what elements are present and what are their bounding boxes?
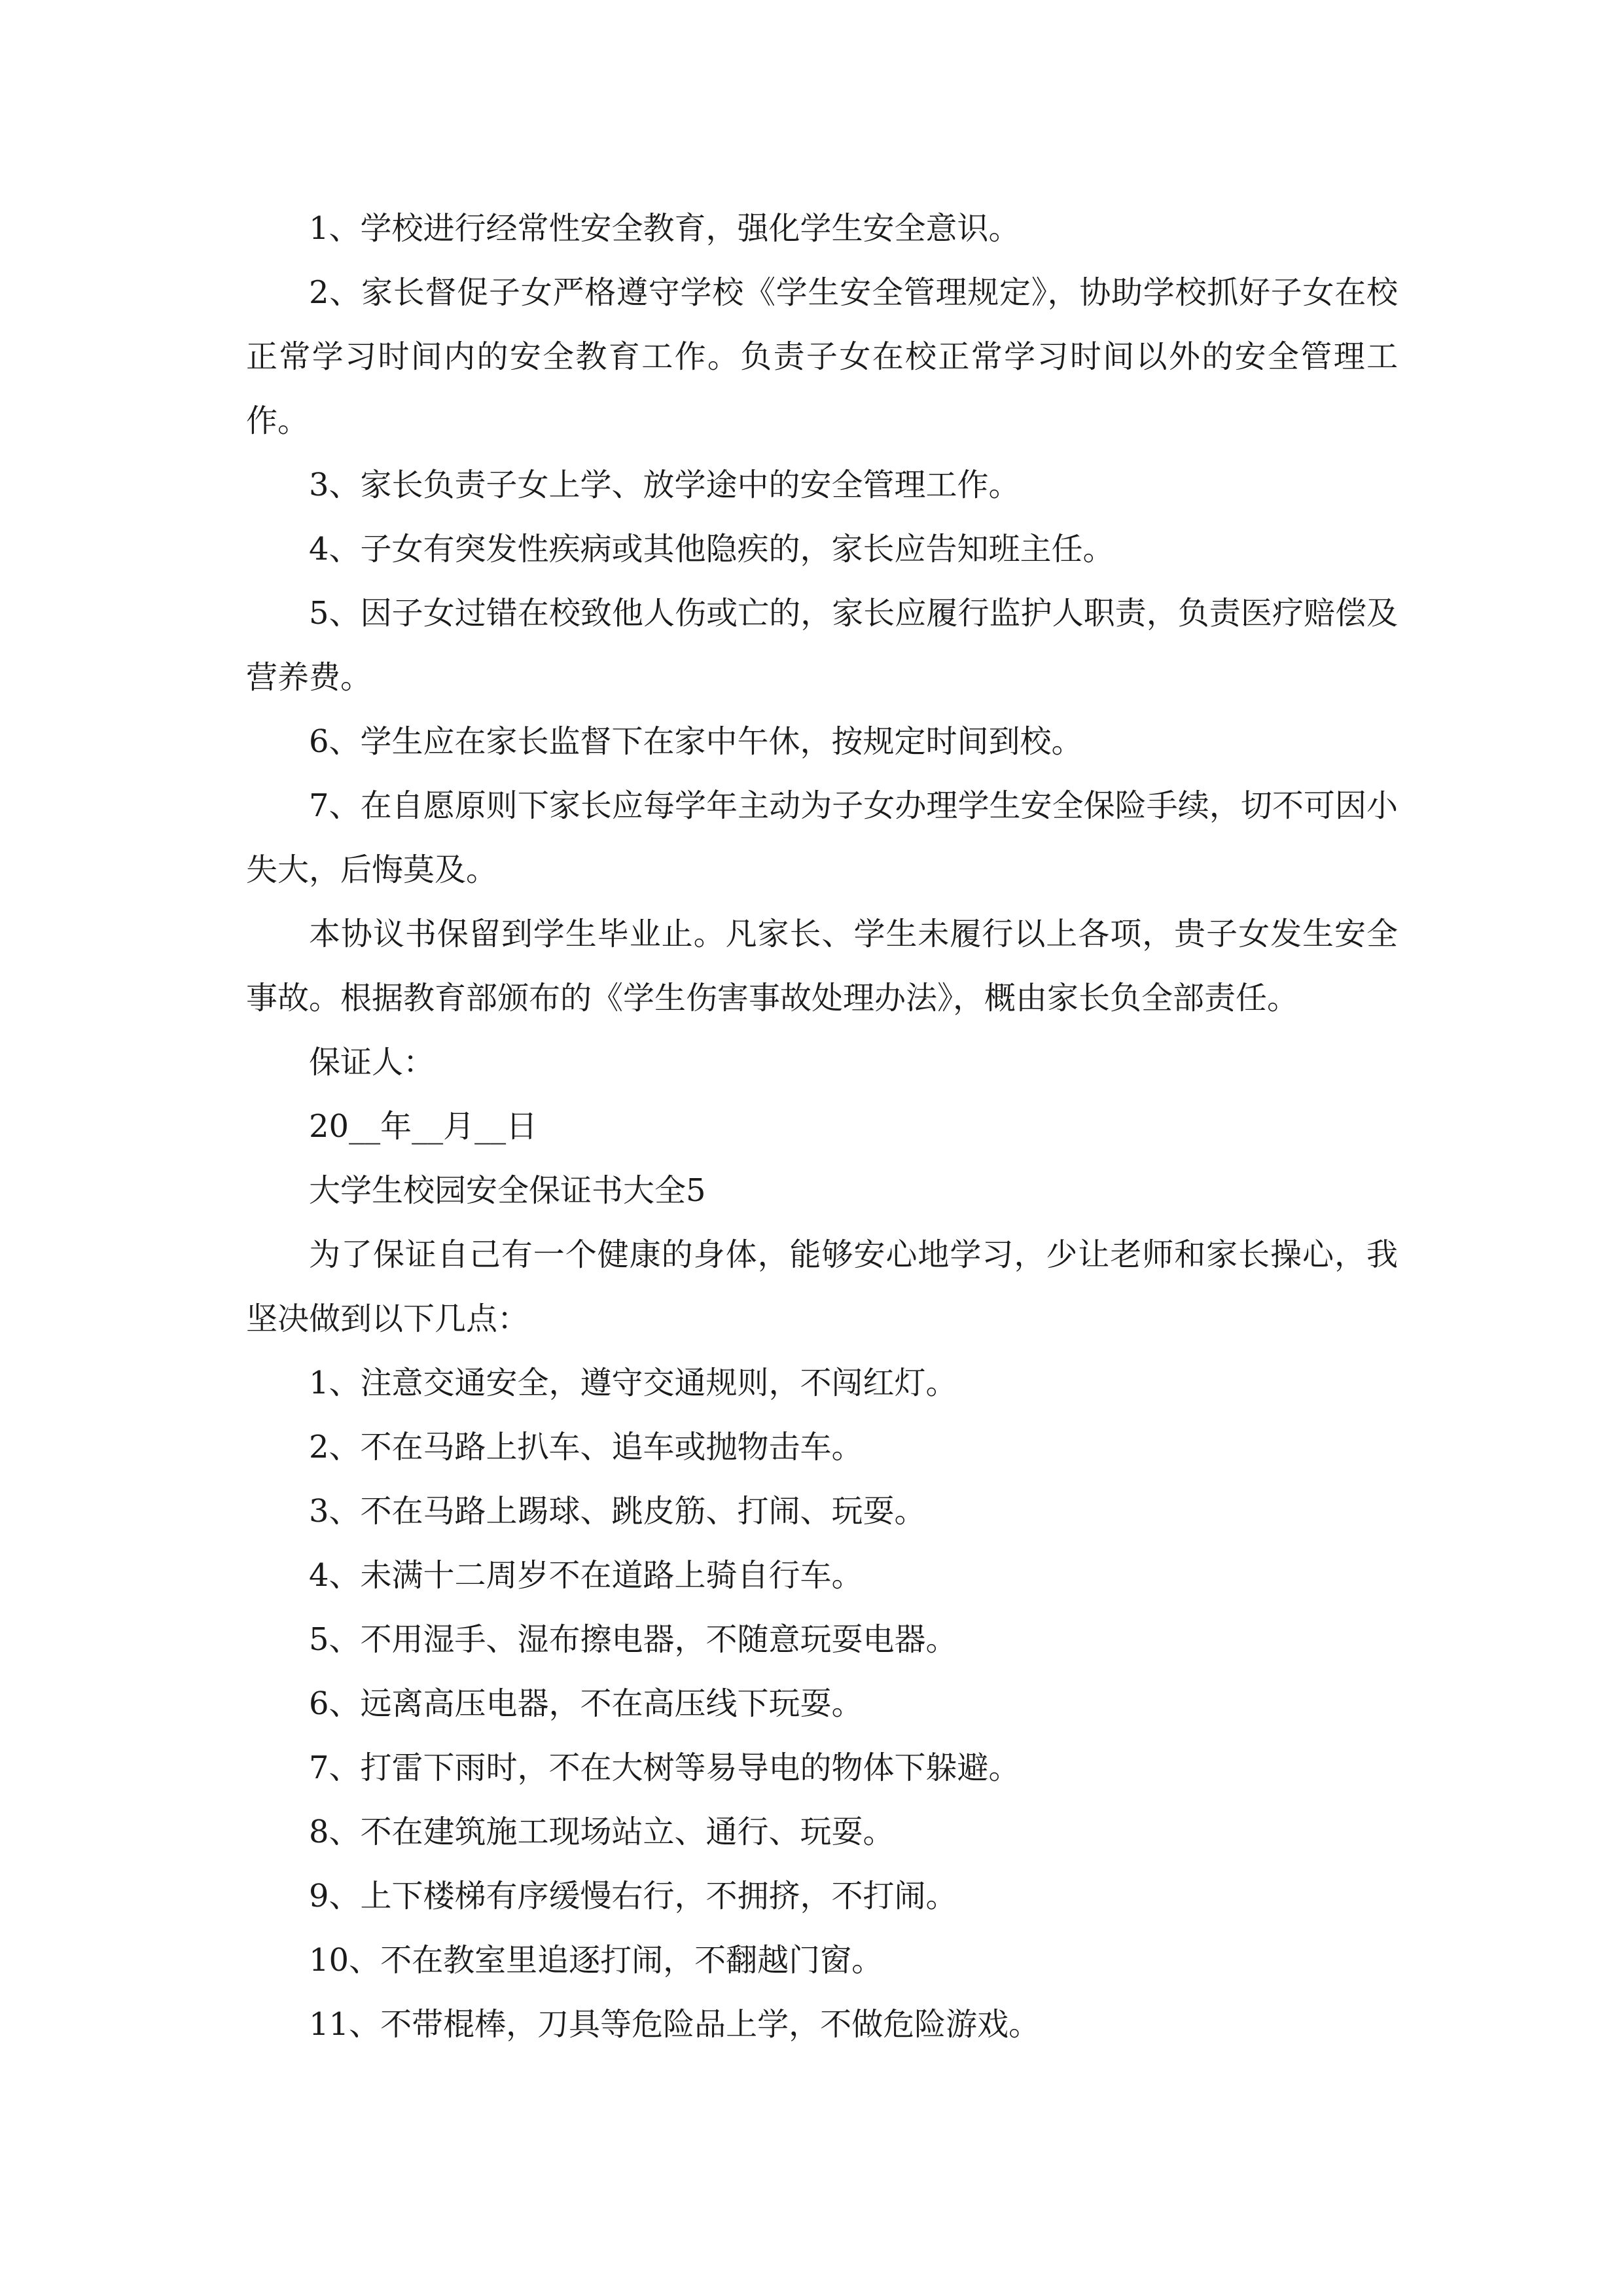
list-item: 10、不在教室里追逐打闹，不翻越门窗。 xyxy=(309,1942,883,1979)
section-title: 大学生校园安全保证书大全5 xyxy=(309,1172,706,1209)
paragraph-liability: 5、因子女过错在校致他人伤或亡的，家长应履行监护人职责，负责医疗赔偿及营养费。 xyxy=(246,595,1398,696)
list-item: 1、注意交通安全，遵守交通规则，不闯红灯。 xyxy=(309,1365,957,1401)
document-body xyxy=(246,196,1398,2056)
guarantor-label: 保证人： xyxy=(309,1044,435,1081)
paragraph-intro: 为了保证自己有一个健康的身体，能够安心地学习，少让老师和家长操心，我坚决做到以下几点： xyxy=(246,1236,1398,1337)
paragraph-school-education: 1、学校进行经常性安全教育，强化学生安全意识。 xyxy=(309,210,1020,247)
list-item: 2、不在马路上扒车、追车或抛物击车。 xyxy=(309,1429,863,1465)
list-item: 5、不用湿手、湿布擦电器，不随意玩耍电器。 xyxy=(309,1621,957,1658)
list-item: 11、不带棍棒，刀具等危险品上学，不做危险游戏。 xyxy=(309,2006,1041,2043)
list-item: 6、远离高压电器，不在高压线下玩耍。 xyxy=(309,1685,863,1722)
list-item: 8、不在建筑施工现场站立、通行、玩耍。 xyxy=(309,1814,895,1850)
paragraph-commute-safety: 3、家长负责子女上学、放学途中的安全管理工作。 xyxy=(309,467,1020,503)
paragraph-agreement-term: 本协议书保留到学生毕业止。凡家长、学生未履行以上各项，贵子女发生安全事故。根据教育部颁布的《学生伤害事故处理办法》，概由家长负全部责任。 xyxy=(246,916,1398,1016)
list-item: 4、未满十二周岁不在道路上骑自行车。 xyxy=(309,1557,863,1594)
list-item: 9、上下楼梯有序缓慢右行，不拥挤，不打闹。 xyxy=(309,1878,957,1914)
list-item: 3、不在马路上踢球、跳皮筋、打闹、玩耍。 xyxy=(309,1493,926,1530)
list-item: 7、打雷下雨时，不在大树等易导电的物体下躲避。 xyxy=(309,1749,1020,1786)
date-line: 20__年__月__日 xyxy=(309,1108,538,1145)
paragraph-illness-notice: 4、子女有突发性疾病或其他隐疾的，家长应告知班主任。 xyxy=(309,531,1115,567)
paragraph-parent-supervision: 2、家长督促子女严格遵守学校《学生安全管理规定》，协助学校抓好子女在校正常学习时间内的安全教育工作。负责子女在校正常学习时间以外的安全管理工作。 xyxy=(246,274,1398,439)
paragraph-noon-rest: 6、学生应在家长监督下在家中午休，按规定时间到校。 xyxy=(309,723,1083,760)
paragraph-insurance: 7、在自愿原则下家长应每学年主动为子女办理学生安全保险手续，切不可因小失大，后悔莫及。 xyxy=(246,787,1398,888)
